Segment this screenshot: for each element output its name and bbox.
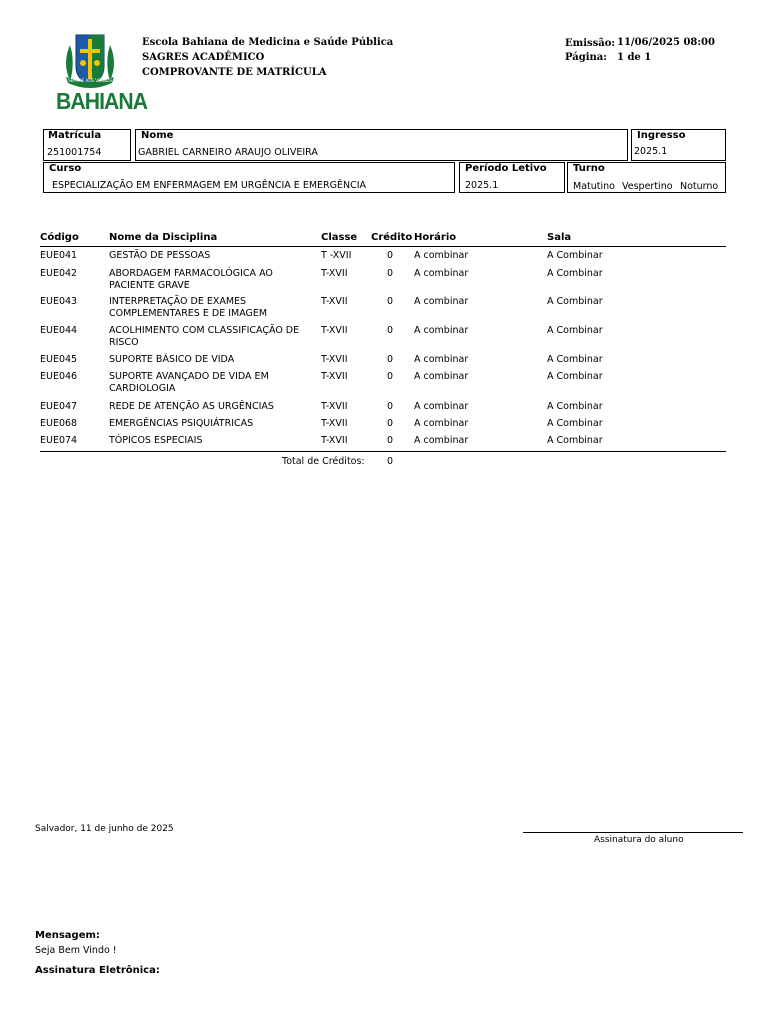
place-date: Salvador, 11 de junho de 2025: [35, 824, 174, 834]
cell-credito: 0: [387, 371, 394, 382]
cell-codigo: EUE041: [40, 250, 78, 261]
periodo-box: [459, 162, 565, 193]
header-nome: Nome da Disciplina: [109, 232, 218, 243]
cell-horario: A combinar: [414, 371, 469, 382]
cell-credito: 0: [387, 418, 394, 429]
header-horario: Horário: [414, 232, 457, 243]
mensagem-label: Mensagem:: [35, 930, 100, 941]
document-title: COMPROVANTE DE MATRÍCULA: [142, 67, 327, 78]
cell-horario: A combinar: [414, 354, 469, 365]
cell-codigo: EUE074: [40, 435, 78, 446]
cell-classe: T-XVII: [321, 268, 348, 279]
assinatura-eletronica-label: Assinatura Eletrônica:: [35, 965, 160, 976]
cell-horario: A combinar: [414, 250, 469, 261]
pagina-label: Página:: [565, 52, 607, 63]
turno-box: [567, 162, 726, 193]
cell-horario: A combinar: [414, 296, 469, 307]
cell-codigo: EUE045: [40, 354, 78, 365]
cell-sala: A Combinar: [547, 401, 603, 412]
cell-nome: SUPORTE AVANÇADO DE VIDA EM CARDIOLOGIA: [109, 371, 269, 394]
mensagem-value: Seja Bem Vindo !: [35, 945, 117, 956]
cell-classe: T-XVII: [321, 296, 348, 307]
cell-nome: ABORDAGEM FARMACOLÓGICA AO PACIENTE GRAVE: [109, 268, 273, 291]
cell-codigo: EUE046: [40, 371, 78, 382]
header-classe: Classe: [321, 232, 358, 243]
cell-horario: A combinar: [414, 268, 469, 279]
cell-nome: REDE DE ATENÇÃO AS URGÊNCIAS: [109, 401, 274, 412]
nome-value: GABRIEL CARNEIRO ARAUJO OLIVEIRA: [138, 147, 318, 158]
signature-line: [523, 832, 743, 833]
cell-horario: A combinar: [414, 435, 469, 446]
matricula-box: [43, 129, 131, 161]
signature-label: Assinatura do aluno: [594, 835, 684, 845]
cell-classe: T-XVII: [321, 371, 348, 382]
turno-option-matutino: Matutino: [573, 181, 615, 192]
turno-option-vespertino: Vespertino: [622, 181, 673, 192]
emissao-label: Emissão:: [565, 38, 616, 49]
cell-sala: A Combinar: [547, 371, 603, 382]
cell-sala: A Combinar: [547, 250, 603, 261]
cell-credito: 0: [387, 354, 394, 365]
cell-horario: A combinar: [414, 418, 469, 429]
curso-label: Curso: [49, 163, 82, 174]
header-rule: [40, 246, 726, 247]
turno-label: Turno: [573, 163, 605, 174]
cell-horario: A combinar: [414, 325, 469, 336]
cell-credito: 0: [387, 325, 394, 336]
logo-motto: SEMPRE AOS VOSSOS: [68, 78, 112, 83]
logo-text: BAHIANA: [56, 88, 148, 114]
cell-classe: T-XVII: [321, 401, 348, 412]
cell-credito: 0: [387, 268, 394, 279]
total-value: 0: [387, 456, 394, 467]
cell-nome: ACOLHIMENTO COM CLASSIFICAÇÃO DE RISCO: [109, 325, 300, 348]
cell-nome: INTERPRETAÇÃO DE EXAMES COMPLEMENTARES E DE IMAGEM: [109, 296, 268, 319]
footer-rule: [40, 451, 726, 452]
cell-sala: A Combinar: [547, 435, 603, 446]
cell-nome: EMERGÊNCIAS PSIQUIÁTRICAS: [109, 418, 254, 429]
header-credito: Crédito: [371, 232, 413, 243]
periodo-label: Período Letivo: [465, 163, 547, 174]
periodo-value: 2025.1: [465, 180, 499, 191]
institution-name: Escola Bahiana de Medicina e Saúde Pública: [142, 37, 394, 48]
cell-codigo: EUE042: [40, 268, 78, 279]
cell-sala: A Combinar: [547, 325, 603, 336]
cell-nome: TÓPICOS ESPECIAIS: [109, 435, 203, 446]
cell-classe: T-XVII: [321, 435, 348, 446]
matricula-label: Matrícula: [48, 130, 102, 141]
cell-credito: 0: [387, 401, 394, 412]
cell-codigo: EUE068: [40, 418, 78, 429]
cell-codigo: EUE043: [40, 296, 78, 307]
pagina-value: 1 de 1: [617, 52, 652, 63]
cell-sala: A Combinar: [547, 296, 603, 307]
cell-credito: 0: [387, 296, 394, 307]
nome-label: Nome: [141, 130, 174, 141]
turno-option-noturno: Noturno: [680, 181, 719, 192]
cell-classe: T-XVII: [321, 418, 348, 429]
cell-sala: A Combinar: [547, 354, 603, 365]
cell-horario: A combinar: [414, 401, 469, 412]
cell-classe: T -XVII: [321, 250, 352, 261]
cell-nome: GESTÃO DE PESSOAS: [109, 250, 211, 261]
emissao-value: 11/06/2025 08:00: [617, 37, 715, 48]
cell-codigo: EUE044: [40, 325, 78, 336]
cell-classe: T-XVII: [321, 354, 348, 365]
cell-nome: SUPORTE BÁSICO DE VIDA: [109, 354, 235, 365]
curso-box: [43, 162, 455, 193]
total-label: Total de Créditos:: [282, 456, 365, 467]
cell-classe: T-XVII: [321, 325, 348, 336]
cell-sala: A Combinar: [547, 268, 603, 279]
ingresso-label: Ingresso: [637, 130, 686, 141]
cell-credito: 0: [387, 435, 394, 446]
cell-sala: A Combinar: [547, 418, 603, 429]
header-codigo: Código: [40, 232, 79, 243]
system-name: SAGRES ACADÊMICO: [142, 52, 265, 63]
header-sala: Sala: [547, 232, 572, 243]
cell-credito: 0: [387, 250, 394, 261]
matricula-value: 251001754: [47, 147, 102, 158]
ingresso-value: 2025.1: [634, 146, 668, 157]
nome-box: [135, 129, 628, 161]
curso-value: ESPECIALIZAÇÃO EM ENFERMAGEM EM URGÊNCIA E EMERGÊNCIA: [52, 180, 367, 191]
ingresso-box: [631, 129, 726, 161]
cell-codigo: EUE047: [40, 401, 78, 412]
